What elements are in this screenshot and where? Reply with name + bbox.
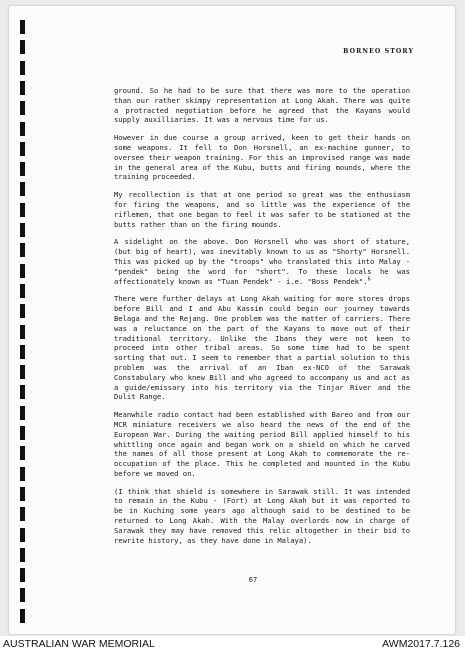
page-number: 67 — [248, 576, 258, 584]
binder-hole — [20, 182, 25, 196]
binder-hole — [20, 528, 25, 542]
paragraph: ground. So he had to be sure that there was more to the operation than our rather skimpy representation at Long Akah. There was quite a protracted negotiation before he agreed that the Kayans would supply auxilliaries. It was a nervous time for us. — [114, 86, 410, 125]
institution-label: AUSTRALIAN WAR MEMORIAL — [3, 638, 155, 650]
binder-hole — [20, 264, 25, 278]
binder-hole — [20, 61, 25, 75]
binder-hole — [20, 345, 25, 359]
paragraph: A sidelight on the above. Don Horsnell who was short of stature, (but big of heart), was inevitably known to us as "Shorty" Horsnell. This was picked up by the "troops" who translated this into Malay - "pendek" being the word for "short". To these locals he was affectionately known as "Tuan Pendek" - i.e. "Boss Pendek".$^6$ — [114, 237, 410, 286]
binder-hole — [20, 162, 25, 176]
binder-hole — [20, 568, 25, 582]
binder-hole — [20, 609, 25, 623]
binder-hole — [20, 203, 25, 217]
binder-hole — [20, 406, 25, 420]
binder-hole — [20, 507, 25, 521]
binder-hole — [20, 20, 25, 34]
binder-hole — [20, 101, 25, 115]
binder-hole — [20, 40, 25, 54]
binder-hole — [20, 243, 25, 257]
accession-number: AWM2017.7.126 — [382, 638, 460, 650]
binder-hole — [20, 426, 25, 440]
footer-bar — [0, 636, 465, 653]
binder-hole — [20, 365, 25, 379]
binder-hole — [20, 122, 25, 136]
binder-hole — [20, 588, 25, 602]
footnote-marker: 6 — [367, 276, 371, 283]
paragraph: However in due course a group arrived, keen to get their hands on some weapons. It fell to Don Horsnell, an ex-machine gunner, to oversee their weapon training. For this an improvised range was made in the general area of the Kubu, butts and firing mounds, where the training proceeded. — [114, 133, 410, 182]
binder-hole — [20, 467, 25, 481]
binder-hole — [20, 223, 25, 237]
binder-hole — [20, 446, 25, 460]
binder-hole — [20, 548, 25, 562]
binder-hole — [20, 304, 25, 318]
binder-hole — [20, 284, 25, 298]
paragraph: My recollection is that at one period so great was the enthusiasm for firing the weapons, and so little was the experience of the riflemen, that one began to feel it was safer to be stationed at the butts rather than on the firing mounds. — [114, 190, 410, 229]
binder-hole — [20, 142, 25, 156]
document-body — [114, 86, 410, 545]
binder-hole — [20, 487, 25, 501]
paragraph: (I think that shield is somewhere in Sarawak still. It was intended to remain in the Kubu - (Fort) at Long Akah but it was reported to be in Kuching some years ago although said to be destined to be returned to Long Akah. With the Malay overlords now in charge of Sarawak they may have removed this relic altogether in their bid to rewrite history, as they have done in Malaya). — [114, 486, 410, 545]
running-header: BORNEO STORY — [343, 48, 414, 55]
binder-hole — [20, 325, 25, 339]
paragraph: Meanwhile radio contact had been established with Bareo and from our MCR miniature receivers we also heard the news of the end of the European War. During the waiting period Bill applied himself to his whittling once again and began work on a shield on which he carved the names of all those present at Long Akah to commemorate the re-occupation of the place. This he completed and mounted in the Kubu before we moved on. — [114, 410, 410, 478]
binder-hole — [20, 81, 25, 95]
binder-hole — [20, 385, 25, 399]
paragraph: There were further delays at Long Akah waiting for more stores drops before Bill and I and Abu Kassim could begin our journey towards Belaga and the Rejang. One problem was the matter of carriers. There was a reluctance on the part of the Kayans to move out of their traditional territory. Unlike the Ibans they were not keen to proceed into other tribal areas. So some time had to be spent sorting that out. I seem to remember that a partial solution to this problem was the arrival of an Iban ex-NCO of the Sarawak Constabulary who knew Bill and who agreed to accompany us and act as a guide/emissary into his territory via the Tinjar River and the Dulit Range. — [114, 294, 410, 402]
